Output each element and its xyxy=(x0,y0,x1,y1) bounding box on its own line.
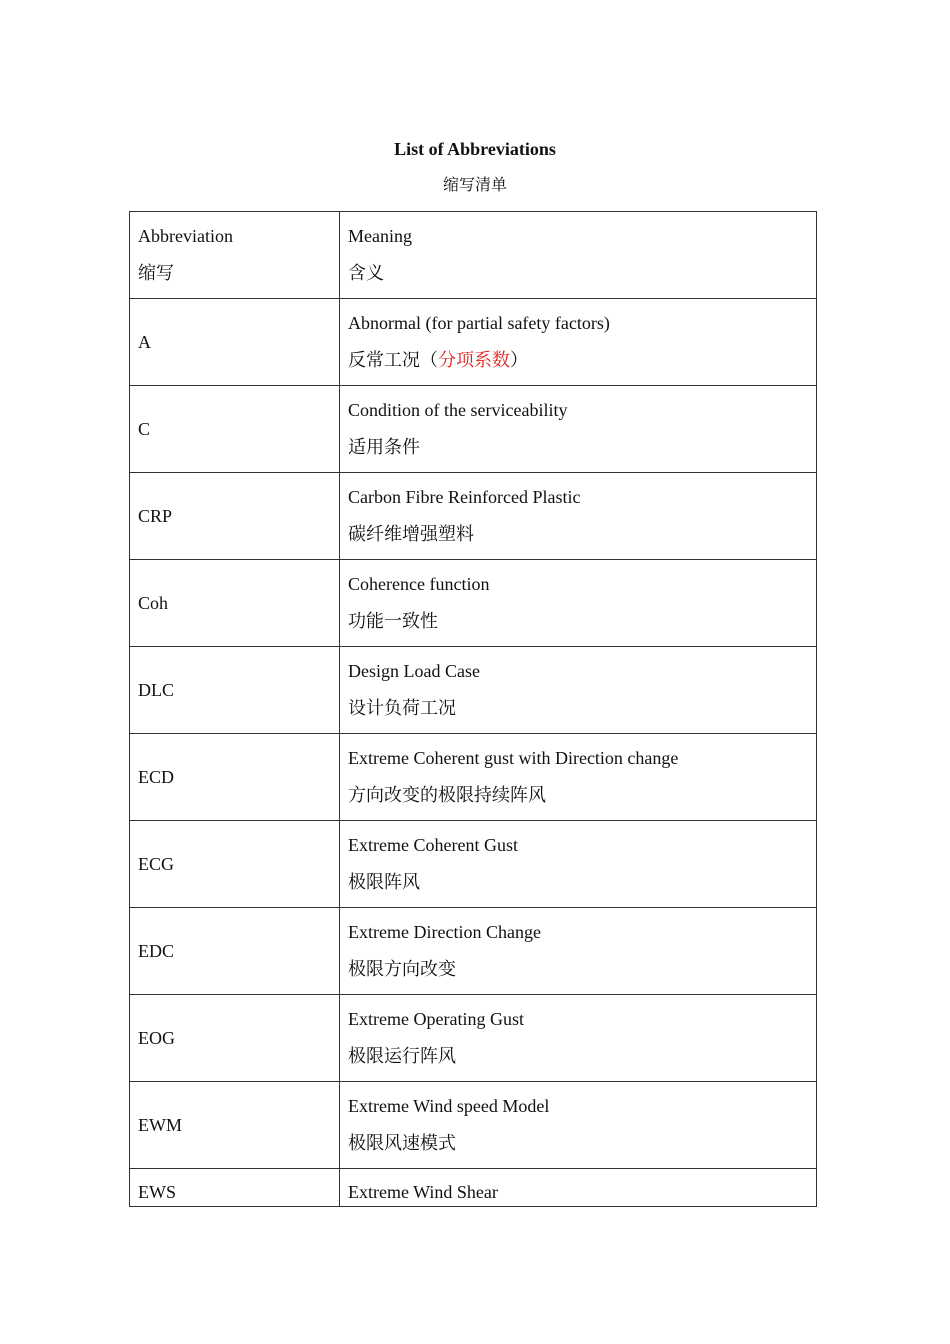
meaning-zh: 适用条件 xyxy=(348,437,420,457)
abbreviation-cell: EWS xyxy=(130,1169,340,1207)
abbreviation-header-en: Abbreviation xyxy=(138,226,233,246)
meaning-cell xyxy=(340,1169,817,1207)
meaning-en: Extreme Coherent Gust xyxy=(348,835,518,855)
table-row xyxy=(130,995,817,1082)
meaning-cell xyxy=(340,473,817,560)
meaning-cell xyxy=(340,734,817,821)
meaning-zh: 设计负荷工况 xyxy=(348,698,456,718)
meaning-zh: 极限阵风 xyxy=(348,872,420,892)
meaning-zh: 极限风速模式 xyxy=(348,1133,456,1153)
table-row xyxy=(130,473,817,560)
abbreviation-cell: EOG xyxy=(130,995,340,1082)
meaning-zh-suffix: ） xyxy=(510,350,528,370)
meaning-zh: 极限方向改变 xyxy=(348,959,456,979)
abbreviation-header-cell xyxy=(130,212,340,299)
meaning-en: Extreme Wind speed Model xyxy=(348,1096,550,1116)
meaning-zh xyxy=(348,342,808,379)
meaning-zh: 极限运行阵风 xyxy=(348,1046,456,1066)
meaning-cell xyxy=(340,821,817,908)
table-row xyxy=(130,908,817,995)
table-header-row xyxy=(130,212,817,299)
meaning-en: Extreme Direction Change xyxy=(348,922,541,942)
meaning-zh: 方向改变的极限持续阵风 xyxy=(348,785,546,805)
abbreviation-header-zh: 缩写 xyxy=(138,263,174,283)
meaning-en: Extreme Wind Shear xyxy=(348,1182,498,1202)
table-row xyxy=(130,821,817,908)
abbreviation-cell: ECG xyxy=(130,821,340,908)
table-row xyxy=(130,299,817,386)
abbreviation-cell: ECD xyxy=(130,734,340,821)
table-row xyxy=(130,1082,817,1169)
meaning-cell xyxy=(340,908,817,995)
meaning-zh-highlight: 分项系数 xyxy=(438,350,510,370)
abbreviation-cell: A xyxy=(130,299,340,386)
meaning-zh: 功能一致性 xyxy=(348,611,438,631)
meaning-cell xyxy=(340,560,817,647)
meaning-en: Abnormal (for partial safety factors) xyxy=(348,313,610,333)
table-row xyxy=(130,647,817,734)
meaning-zh: 碳纤维增强塑料 xyxy=(348,524,474,544)
meaning-header-zh: 含义 xyxy=(348,263,384,283)
abbreviation-cell: DLC xyxy=(130,647,340,734)
abbreviations-table xyxy=(129,211,817,1207)
meaning-header-cell xyxy=(340,212,817,299)
meaning-cell xyxy=(340,299,817,386)
table-row xyxy=(130,734,817,821)
abbreviation-cell: Coh xyxy=(130,560,340,647)
table-row xyxy=(130,386,817,473)
meaning-en: Extreme Coherent gust with Direction change xyxy=(348,748,679,768)
meaning-en: Condition of the serviceability xyxy=(348,400,568,420)
abbreviation-cell: EWM xyxy=(130,1082,340,1169)
meaning-zh-prefix: 反常工况（ xyxy=(348,350,438,370)
page-subtitle: 缩写清单 xyxy=(442,177,507,194)
table-row xyxy=(130,560,817,647)
abbreviation-cell: EDC xyxy=(130,908,340,995)
meaning-header-en: Meaning xyxy=(348,226,412,246)
meaning-en: Extreme Operating Gust xyxy=(348,1009,524,1029)
table-row xyxy=(130,1169,817,1207)
meaning-en: Coherence function xyxy=(348,574,490,594)
meaning-cell xyxy=(340,995,817,1082)
abbreviation-cell: C xyxy=(130,386,340,473)
meaning-en: Design Load Case xyxy=(348,661,480,681)
meaning-en: Carbon Fibre Reinforced Plastic xyxy=(348,487,581,507)
abbreviation-cell: CRP xyxy=(130,473,340,560)
page-title: List of Abbreviations xyxy=(394,139,556,159)
meaning-cell xyxy=(340,1082,817,1169)
meaning-cell xyxy=(340,386,817,473)
meaning-cell xyxy=(340,647,817,734)
